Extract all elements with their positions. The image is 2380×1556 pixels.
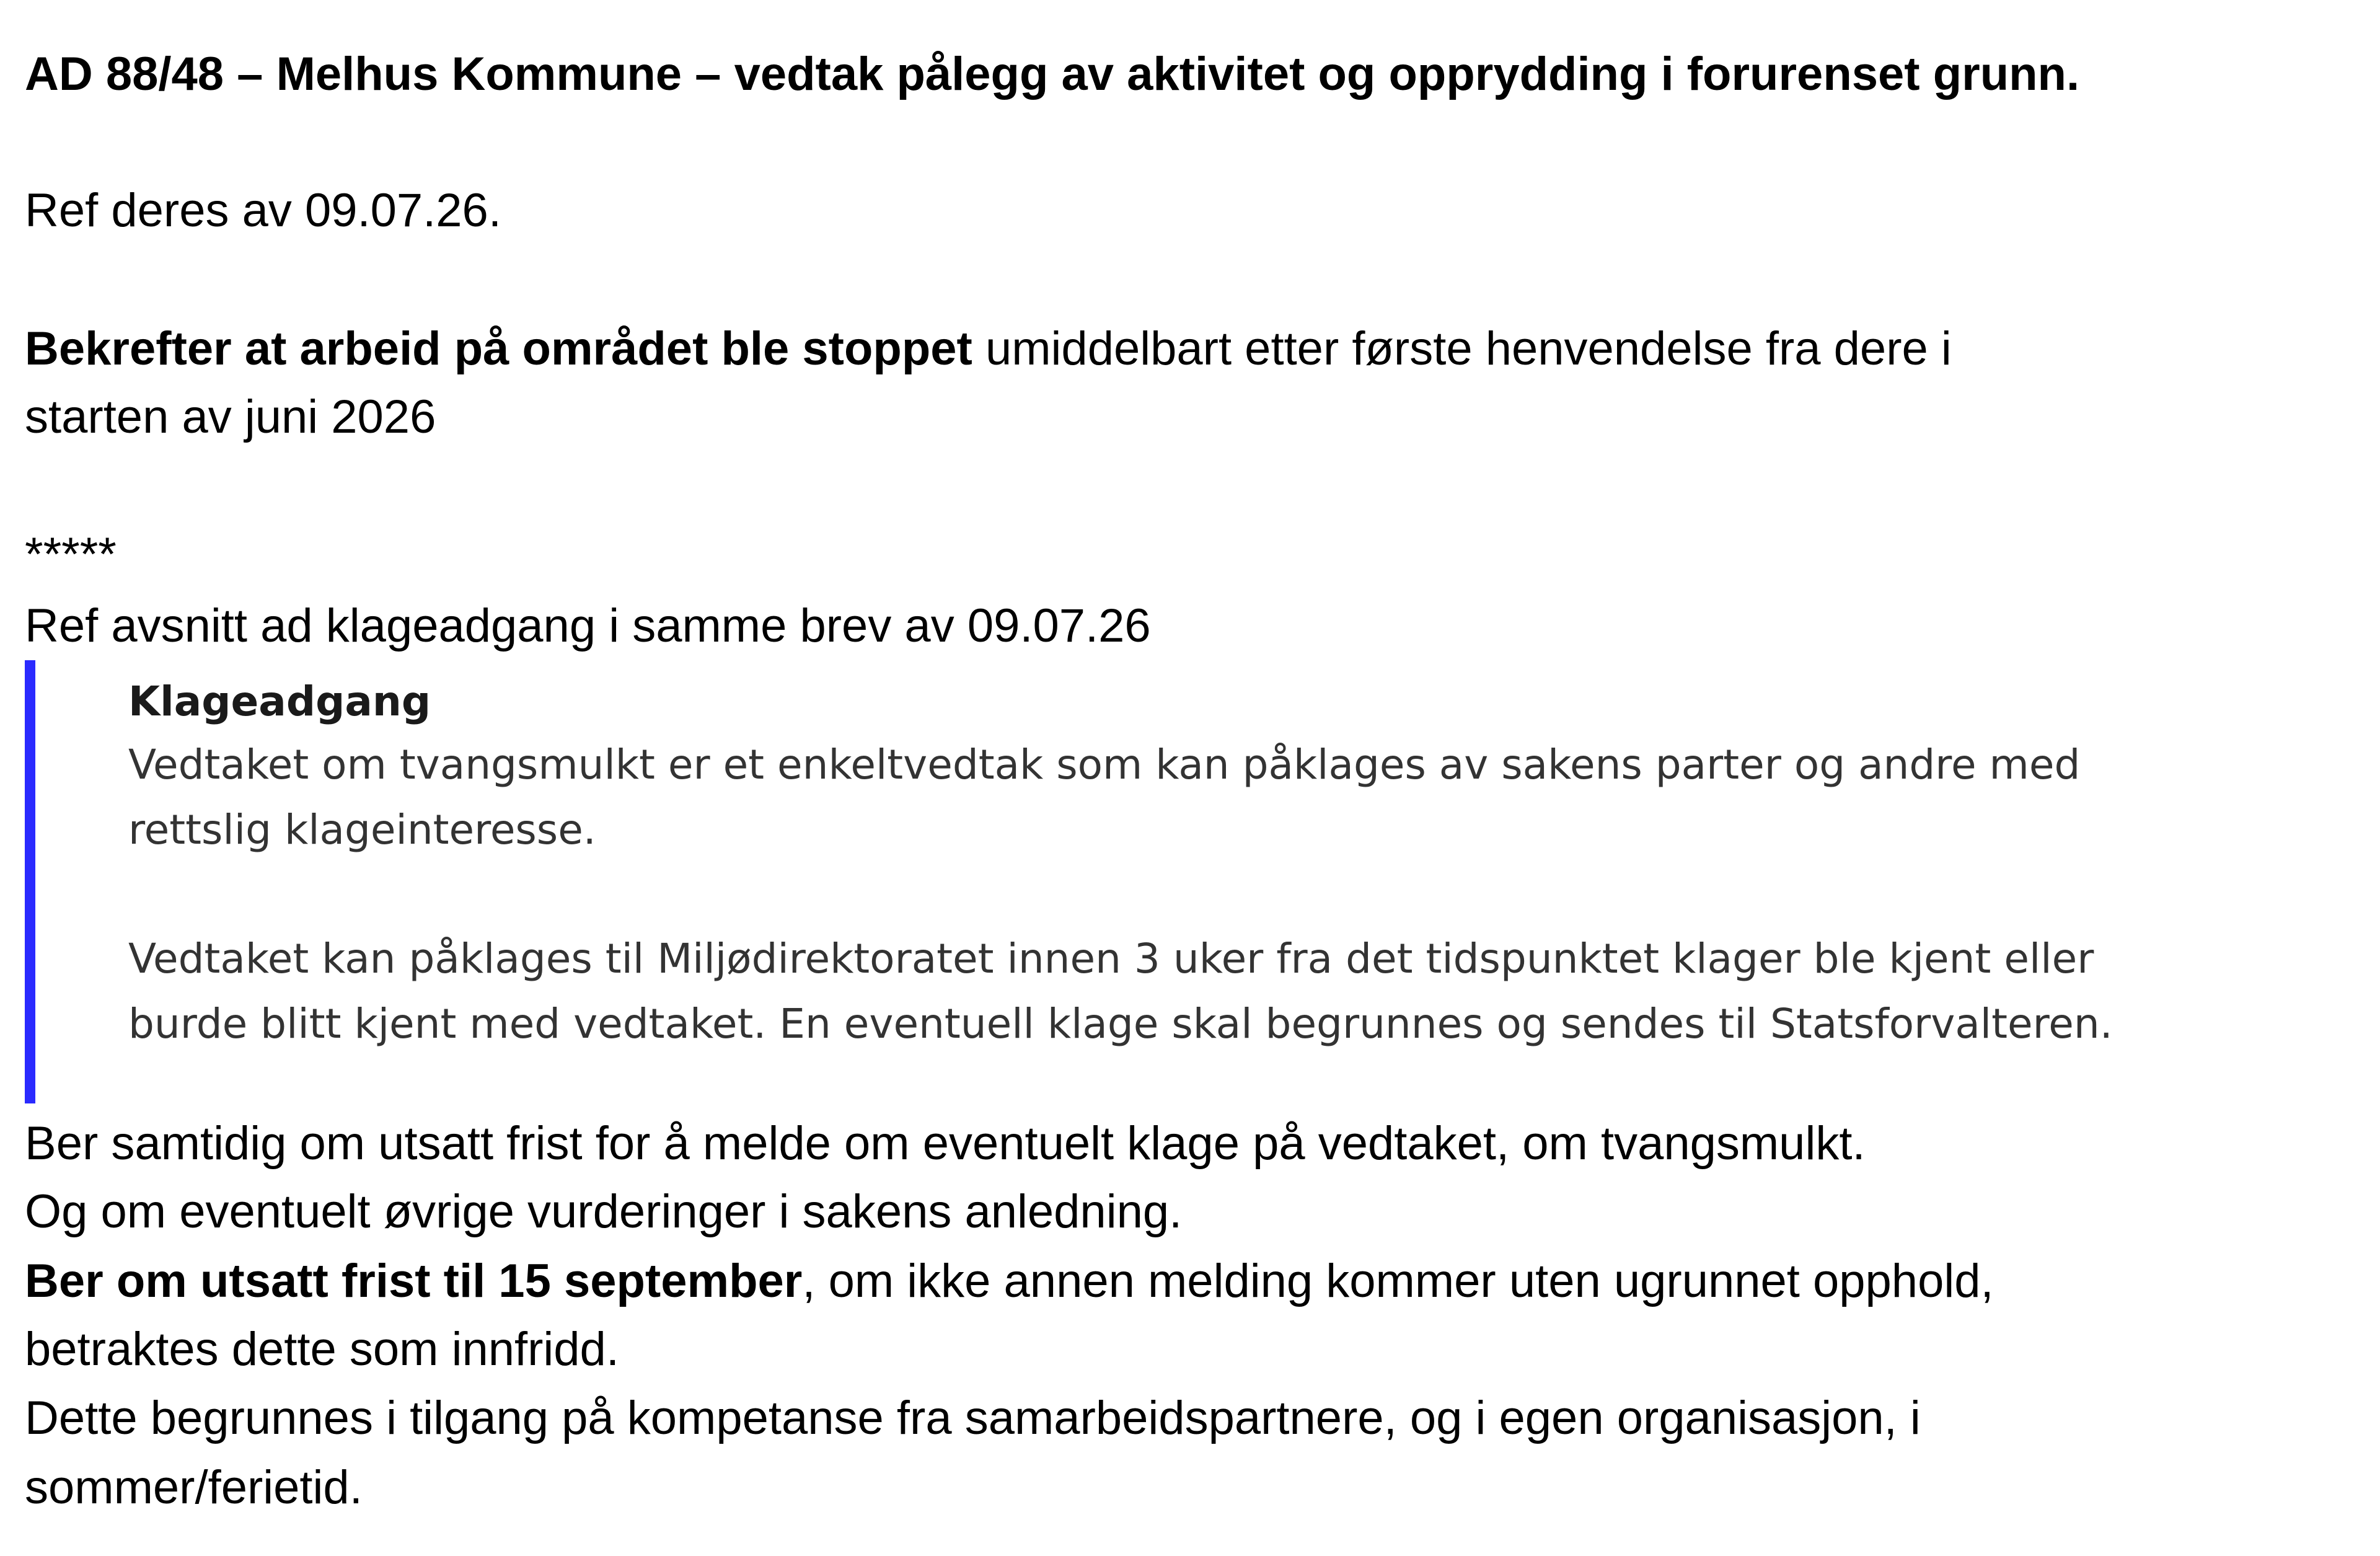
deadline-bold: Ber om utsatt frist til 15 september — [25, 1255, 803, 1307]
deadline-line — [25, 1247, 1994, 1315]
request-line-1: Ber samtidig om utsatt frist for å melde om eventuelt klage på vedtaket, om tvangsmulkt. — [25, 1117, 1866, 1170]
quote-para1-line2: rettslig klageinteresse. — [128, 806, 596, 854]
quote-para2-line1: Vedtaket kan påklages til Miljødirektoratet innen 3 uker fra det tidspunktet klager ble kjent eller — [128, 935, 2094, 983]
quote-para1-line1: Vedtaket om tvangsmulkt er et enkeltvedtak som kan påklages av sakens parter og andre med — [128, 741, 2081, 789]
confirmation-bold: Bekrefter at arbeid på området ble stoppet — [25, 322, 972, 375]
quote-bar — [25, 660, 35, 1103]
separator: ***** — [25, 528, 117, 581]
confirmation-text: umiddelbart etter første henvendelse fra dere i — [972, 322, 1952, 375]
request-line-2: Og om eventuelt øvrige vurderinger i sakens anledning. — [25, 1185, 1183, 1238]
reason-line-2: sommer/ferietid. — [25, 1461, 363, 1514]
confirmation-line — [25, 315, 1952, 383]
quote-para2-line2: burde blitt kjent med vedtaket. En eventuell klage skal begrunnes og sendes til Statsforvalteren. — [128, 1000, 2113, 1048]
deadline-line-2: betraktes dette som innfridd. — [25, 1323, 619, 1376]
confirmation-line-2: starten av juni 2026 — [25, 391, 436, 443]
quote-heading: Klageadgang — [128, 678, 431, 725]
ref-section-line: Ref avsnitt ad klageadgang i samme brev av 09.07.26 — [25, 599, 1151, 652]
deadline-text: , om ikke annen melding kommer uten ugrunnet opphold, — [802, 1255, 1994, 1307]
subject-line: AD 88/48 – Melhus Kommune – vedtak pålegg av aktivitet og opprydding i forurenset grunn. — [25, 48, 2080, 100]
reference-line: Ref deres av 09.07.26. — [25, 184, 501, 237]
reason-line-1: Dette begrunnes i tilgang på kompetanse fra samarbeidspartnere, og i egen organisasjon, i — [25, 1392, 1921, 1444]
